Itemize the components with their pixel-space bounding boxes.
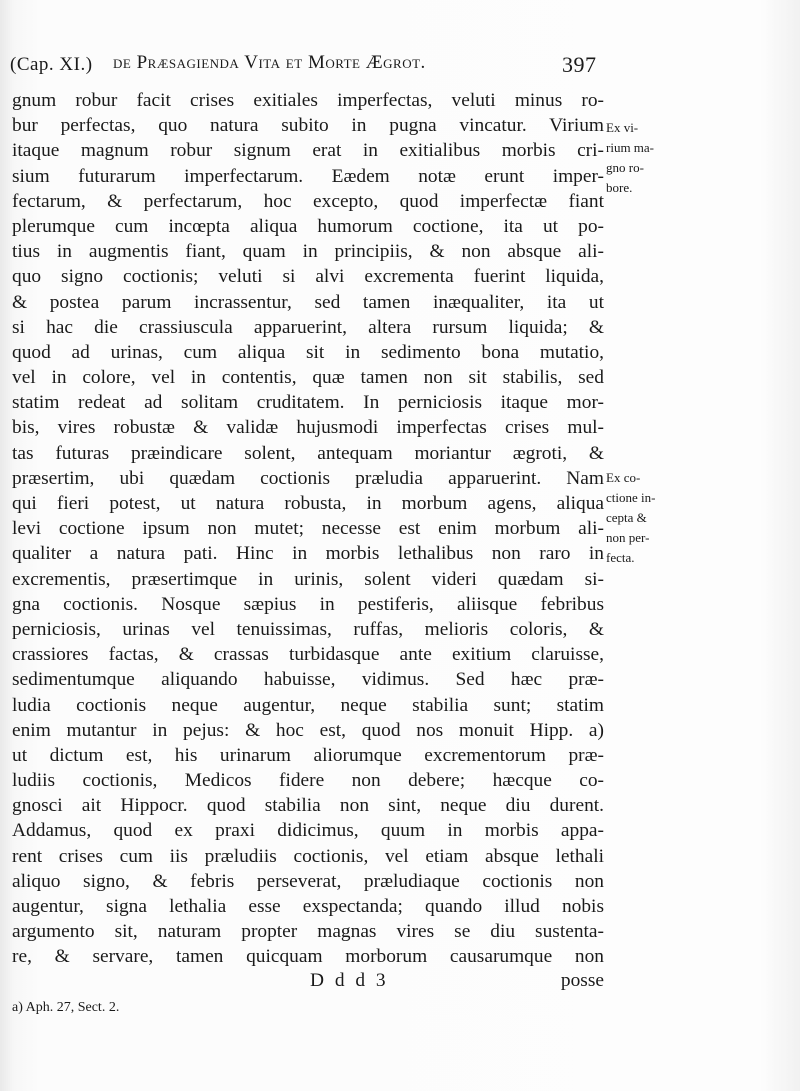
- text-line: itaque magnum robur signum erat in exitialibus morbis cri-: [12, 140, 604, 162]
- running-title: de Præsagienda Vita et Morte Ægrot.: [113, 52, 426, 73]
- margin-note-line: non per-: [606, 530, 650, 545]
- text-line: enim mutantur in pejus: & hoc est, quod nos monuit Hipp. a): [12, 719, 604, 741]
- text-line: sedimentumque aliquando habuisse, vidimus. Sed hæc præ-: [12, 669, 604, 691]
- margin-note-virium: [606, 118, 696, 198]
- margin-note-line: rium ma-: [606, 140, 655, 155]
- margin-note-line: gno ro-: [606, 160, 644, 175]
- text-line: perniciosis, urinas vel tenuissimas, ruffas, melioris coloris, &: [12, 618, 604, 640]
- margin-note-coctione: [606, 468, 696, 568]
- chapter-label: (Cap. XI.): [10, 54, 93, 75]
- text-line: præsertim, ubi quædam coctionis præludia apparuerint. Nam: [12, 467, 604, 489]
- text-line: tas futuras præindicare solent, antequam moriantur ægroti, &: [12, 442, 604, 464]
- text-line: excrementis, præsertimque in urinis, solent videri quædam si-: [12, 568, 604, 590]
- text-line: ut dictum est, his urinarum aliorumque excrementorum præ-: [12, 744, 604, 766]
- signature-mark: D d d 3: [310, 970, 389, 991]
- running-header: [10, 50, 630, 82]
- text-line: statim redeat ad solitam cruditatem. In perniciosis itaque mor-: [12, 392, 604, 414]
- text-line: gnum robur facit crises exitiales imperfectas, veluti minus ro-: [12, 90, 604, 111]
- margin-note-line: cepta &: [606, 510, 647, 525]
- text-line: augentur, signa lethalia esse exspectanda; quando illud nobis: [12, 896, 604, 917]
- text-line: sium futurarum imperfectarum. Eædem notæ erunt imper-: [12, 165, 604, 187]
- text-line: quod ad urinas, cum aliqua sit in sedimento bona mutatio,: [12, 341, 604, 363]
- catchword: posse: [560, 970, 604, 991]
- text-line: crassiores factas, & crassas turbidasque ante exitium claruisse,: [12, 644, 604, 666]
- text-line: si hac die crassiuscula apparuerint, altera rursum liquida; &: [12, 316, 604, 338]
- text-line: levi coctione ipsum non mutet; necesse est enim morbum ali-: [12, 518, 604, 540]
- text-line: ludiis coctionis, Medicos fidere non debere; hæcque co-: [12, 770, 604, 792]
- text-line: argumento sit, naturam propter magnas vires se diu sustenta-: [12, 921, 604, 943]
- text-line: Addamus, quod ex praxi didicimus, quum in morbis appa-: [12, 820, 604, 842]
- text-line: qui fieri potest, ut natura robusta, in morbum agens, aliqua: [12, 493, 604, 514]
- margin-note-line: bore.: [606, 180, 633, 195]
- text-line: bur perfectas, quo natura subito in pugna vincatur. Virium: [12, 115, 604, 137]
- text-line: rent crises cum iis præludiis coctionis, vel etiam absque lethali: [12, 845, 604, 867]
- text-line: vel in colore, vel in contentis, quæ tamen non sit stabilis, sed: [12, 367, 604, 389]
- text-line: bis, vires robustæ & validæ hujusmodi imperfectas crises mul-: [12, 417, 604, 439]
- text-line: re, & servare, tamen quicquam morborum causarumque non: [12, 946, 604, 968]
- page-foot-line: [12, 970, 604, 996]
- text-line: gna coctionis. Nosque sæpius in pestiferis, aliisque febribus: [12, 593, 604, 615]
- footnote: a) Aph. 27, Sect. 2.: [12, 1000, 120, 1015]
- text-line: ludia coctionis neque augentur, neque stabilia sunt; statim: [12, 694, 604, 716]
- margin-note-line: ctione in-: [606, 490, 656, 505]
- text-line: gnosci ait Hippocr. quod stabilia non sint, neque diu durent.: [12, 795, 604, 817]
- margin-note-line: fecta.: [606, 550, 635, 565]
- margin-note-line: Ex vi-: [606, 120, 639, 135]
- text-line: qualiter a natura pati. Hinc in morbis lethalibus non raro in: [12, 543, 604, 565]
- page-number: 397: [562, 52, 597, 77]
- margin-note-line: Ex co-: [606, 470, 641, 485]
- text-line: tius in augmentis fiant, quam in principiis, & non absque ali-: [12, 241, 604, 263]
- text-line: quo signo coctionis; veluti si alvi excrementa fuerint liquida,: [12, 266, 604, 288]
- main-text-block: [12, 88, 604, 970]
- text-line: fectarum, & perfectarum, hoc excepto, quod imperfectæ fiant: [12, 190, 604, 212]
- text-line: & postea parum incrassentur, sed tamen inæqualiter, ita ut: [12, 291, 604, 313]
- text-line: aliquo signo, & febris perseverat, præludiaque coctionis non: [12, 870, 604, 892]
- text-line: plerumque cum incœpta aliqua humorum coctione, ita ut po-: [12, 215, 604, 237]
